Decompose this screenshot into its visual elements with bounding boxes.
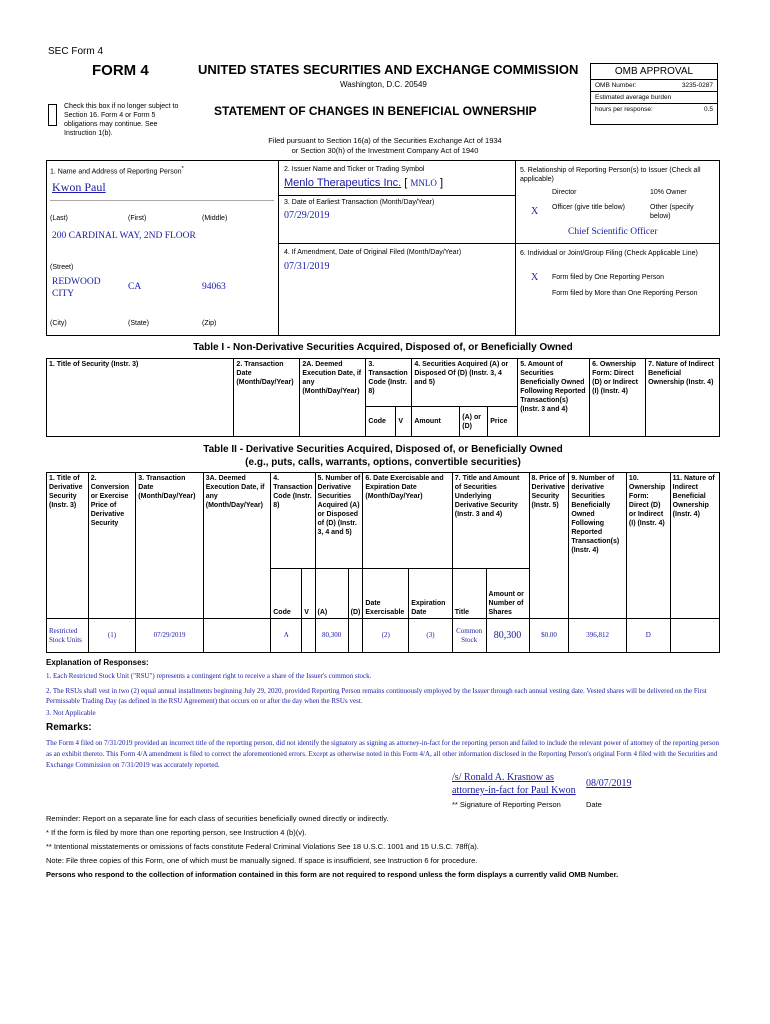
t2-col5: 5. Number of Derivative Securities Acquired (A) or Disposed of (D) (Instr. 3, 4 and 5) (315, 473, 363, 569)
t2-date-ex: Date Exercisable (363, 569, 409, 619)
first-label: (First) (128, 215, 147, 222)
t2-row-v (302, 619, 315, 653)
table2 (46, 472, 720, 653)
no-longer-subject-checkbox[interactable] (48, 104, 57, 126)
footer-omb: Persons who respond to the collection of information contained in this form are not required to respond unless the form displays a currently valid OMB Number. (46, 870, 619, 879)
t2-row-amount: 80,300 (486, 619, 529, 653)
t2-row-d (348, 619, 363, 653)
table-row (47, 619, 720, 653)
t2-row-conv: (1) (88, 619, 136, 653)
signature-label: ** Signature of Reporting Person (452, 800, 561, 809)
box6-label: 6. Individual or Joint/Group Filing (Check Applicable Line) (520, 250, 698, 257)
t2-row-a: 80,300 (315, 619, 348, 653)
state-value: CA (128, 282, 142, 292)
city-value: REDWOOD CITY (52, 277, 101, 299)
t1-col2: 2. Transaction Date (Month/Day/Year) (234, 359, 300, 437)
amendment-date: 07/31/2019 (284, 261, 330, 272)
t1-col5: 5. Amount of Securities Beneficially Owned Following Reported Transaction(s) (Instr. 3 and 4) (518, 359, 590, 437)
t2-row-title: Common Stock (452, 619, 486, 653)
t1-v: V (396, 407, 412, 437)
address: 200 CARDINAL WAY, 2ND FLOOR (52, 231, 196, 241)
state-label: (State) (128, 320, 150, 327)
director-label: Director (552, 189, 577, 196)
signature-date: 08/07/2019 (586, 778, 632, 789)
t2-col10: 10. Ownership Form: Direct (D) or Indirect (I) (Instr. 4) (626, 473, 670, 619)
t1-col3: 3. Transaction Code (Instr. 8) (366, 359, 412, 407)
t1-col2a: 2A. Deemed Execution Date, if any (Month/Day/Year) (300, 359, 366, 437)
street-label: (Street) (50, 264, 74, 271)
zip-value: 94063 (202, 282, 226, 292)
footer-note: Note: File three copies of this Form, one of which must be manually signed. If space is insufficient, see Instruction 6 for procedure. (46, 856, 478, 865)
zip-label: (Zip) (202, 320, 217, 327)
t1-amount: Amount (412, 407, 460, 437)
one-person-label: Form filed by One Reporting Person (552, 274, 665, 281)
t2-amt-shares: Amount or Number of Shares (486, 569, 529, 619)
other-label: Other (specify below) (650, 204, 694, 220)
omb-hours-label: hours per response: (595, 106, 653, 113)
table2-title2: (e.g., puts, calls, warrants, options, convertible securities) (245, 457, 521, 468)
t1-col1: 1. Title of Security (Instr. 3) (47, 359, 234, 437)
t2-row-code: A (271, 619, 302, 653)
t2-col6: 6. Date Exercisable and Expiration Date (Month/Day/Year) (363, 473, 452, 569)
checkbox-text: Check this box if no longer subject to Section 16. Form 4 or Form 5 obligations may continue. See Instruction 1(b). (64, 103, 179, 137)
officer-mark[interactable]: X (531, 206, 539, 217)
explanation-heading: Explanation of Responses: (46, 658, 149, 667)
signature-line2: attorney-in-fact for Paul Kwon (452, 785, 576, 796)
t2-col3: 3. Transaction Date (Month/Day/Year) (136, 473, 203, 619)
earliest-transaction-date: 07/29/2019 (284, 210, 330, 221)
t2-a: (A) (315, 569, 348, 619)
issuer-name[interactable]: Menlo Therapeutics Inc. (284, 177, 402, 189)
officer-label: Officer (give title below) (552, 204, 626, 211)
t2-col2: 2. Conversion or Exercise Price of Derivative Security (88, 473, 136, 619)
form-title: FORM 4 (92, 62, 149, 79)
t2-col11: 11. Nature of Indirect Beneficial Ownership (Instr. 4) (670, 473, 719, 619)
sec-form-label: SEC Form 4 (48, 46, 104, 57)
reporting-person-name[interactable]: Kwon Paul (52, 180, 106, 194)
officer-title: Chief Scientific Officer (568, 227, 658, 237)
location: Washington, D.C. 20549 (340, 80, 427, 89)
t1-col7: 7. Nature of Indirect Beneficial Ownership (Instr. 4) (646, 359, 720, 437)
ticker: MNLO (410, 178, 437, 188)
box2-label: 2. Issuer Name and Ticker or Trading Symbol (284, 166, 425, 173)
ten-pct-label: 10% Owner (650, 189, 687, 196)
omb-burden-label: Estimated average burden (591, 92, 717, 104)
table2-title1: Table II - Derivative Securities Acquired, Disposed of, or Beneficially Owned (203, 444, 563, 455)
t2-col1: 1. Title of Derivative Security (Instr. 3) (47, 473, 89, 619)
t2-title: Title (452, 569, 486, 619)
t2-row-date-ex: (2) (363, 619, 409, 653)
t1-code: Code (366, 407, 396, 437)
remarks-heading: Remarks: (46, 722, 92, 733)
t2-v: V (302, 569, 315, 619)
signature-line1: /s/ Ronald A. Krasnow as (452, 772, 554, 783)
explanation-3: 3. Not Applicable (46, 709, 96, 717)
t2-row-security: Restricted Stock Units (47, 619, 89, 653)
t2-row-exp: (3) (409, 619, 453, 653)
more-person-label: Form filed by More than One Reporting Person (552, 290, 698, 297)
t2-row-date: 07/29/2019 (136, 619, 203, 653)
table1-title: Table I - Non-Derivative Securities Acquired, Disposed of, or Beneficially Owned (193, 342, 573, 353)
t2-code: Code (271, 569, 302, 619)
t1-aord: (A) or (D) (460, 407, 488, 437)
t2-col7: 7. Title and Amount of Securities Underlying Derivative Security (Instr. 3 and 4) (452, 473, 529, 569)
t2-row-form: D (626, 619, 670, 653)
one-person-mark[interactable]: X (531, 272, 539, 283)
t2-col8: 8. Price of Derivative Security (Instr. 5) (529, 473, 569, 619)
t2-d: (D) (348, 569, 363, 619)
omb-hours: 0.5 (703, 106, 713, 113)
t1-col4: 4. Securities Acquired (A) or Disposed Of (D) (Instr. 3, 4 and 5) (412, 359, 518, 407)
box4-label: 4. If Amendment, Date of Original Filed (Month/Day/Year) (284, 249, 462, 256)
explanation-1: 1. Each Restricted Stock Unit ("RSU") represents a contingent right to receive a share of the Issuer's common stock. (46, 672, 372, 680)
explanation-2: 2. The RSUs shall vest in two (2) equal annual installments beginning July 29, 2020, provided Reporting Person remains continuously employed by the Issuer through each annual vesting date. Vested shares will be delivered on the First Permissable Trading Day (as defined in the RSU Agreement) that occurs on or after the day when the RSUs vest. (46, 687, 707, 705)
t2-row-deemed (203, 619, 270, 653)
t2-col9: 9. Number of derivative Securities Beneficially Owned Following Reported Transaction(s) (Instr. 4) (569, 473, 627, 619)
t2-row-owned: 396,812 (569, 619, 627, 653)
footer-reminder: Reminder: Report on a separate line for each class of securities beneficially owned directly or indirectly. (46, 814, 389, 823)
filed-line2: or Section 30(h) of the Investment Company Act of 1940 (291, 146, 479, 155)
box3-label: 3. Date of Earliest Transaction (Month/Day/Year) (284, 199, 435, 206)
omb-box (590, 63, 718, 125)
footer-violations: ** Intentional misstatements or omissions of facts constitute Federal Criminal Violations See 18 U.S.C. 1001 and 15 U.S.C. 78ff(a). (46, 842, 479, 851)
remarks-text: The Form 4 filed on 7/31/2019 provided an incorrect title of the reporting person, did not identify the signatory as signing as attorney-in-fact for the reporting person and failed to include the relevant power of attorney of the reporting person as an exhibit thereto. This Form 4/A amendment is filed to correct the aforementioned errors. Except as otherwise noted in this Form 4/A, all other information disclosed in the Reporting Person's original Form 4 filed with the Securities and Exchange Commission on 7/31/2019 was accurately reported. (46, 739, 719, 769)
t1-price: Price (488, 407, 518, 437)
statement-title: STATEMENT OF CHANGES IN BENEFICIAL OWNERSHIP (214, 104, 537, 118)
table1 (46, 358, 720, 437)
issuer-line: Menlo Therapeutics Inc. [ MNLO ] (284, 177, 444, 189)
omb-title: OMB APPROVAL (591, 64, 717, 80)
t1-col6: 6. Ownership Form: Direct (D) or Indirect (I) (Instr. 4) (590, 359, 646, 437)
middle-label: (Middle) (202, 215, 228, 222)
t2-col3a: 3A. Deemed Execution Date, if any (Month/Day/Year) (203, 473, 270, 619)
last-label: (Last) (50, 215, 68, 222)
t2-row-price: $0.00 (529, 619, 569, 653)
omb-number-label: OMB Number: (595, 82, 637, 89)
date-label: Date (586, 800, 602, 809)
footer-star: * If the form is filed by more than one reporting person, see Instruction 4 (b)(v). (46, 828, 307, 837)
omb-number: 3235-0287 (681, 82, 713, 89)
t2-col4: 4. Transaction Code (Instr. 8) (271, 473, 315, 569)
box5-label: 5. Relationship of Reporting Person(s) to Issuer (Check all applicable) (520, 167, 701, 183)
filed-line1: Filed pursuant to Section 16(a) of the Securities Exchange Act of 1934 (268, 136, 502, 145)
city-label: (City) (50, 320, 67, 327)
commission-title: UNITED STATES SECURITIES AND EXCHANGE COMMISSION (198, 62, 579, 77)
box1-label: 1. Name and Address of Reporting Person* (50, 166, 184, 176)
t2-exp: Expiration Date (409, 569, 453, 619)
t2-row-nature (670, 619, 719, 653)
